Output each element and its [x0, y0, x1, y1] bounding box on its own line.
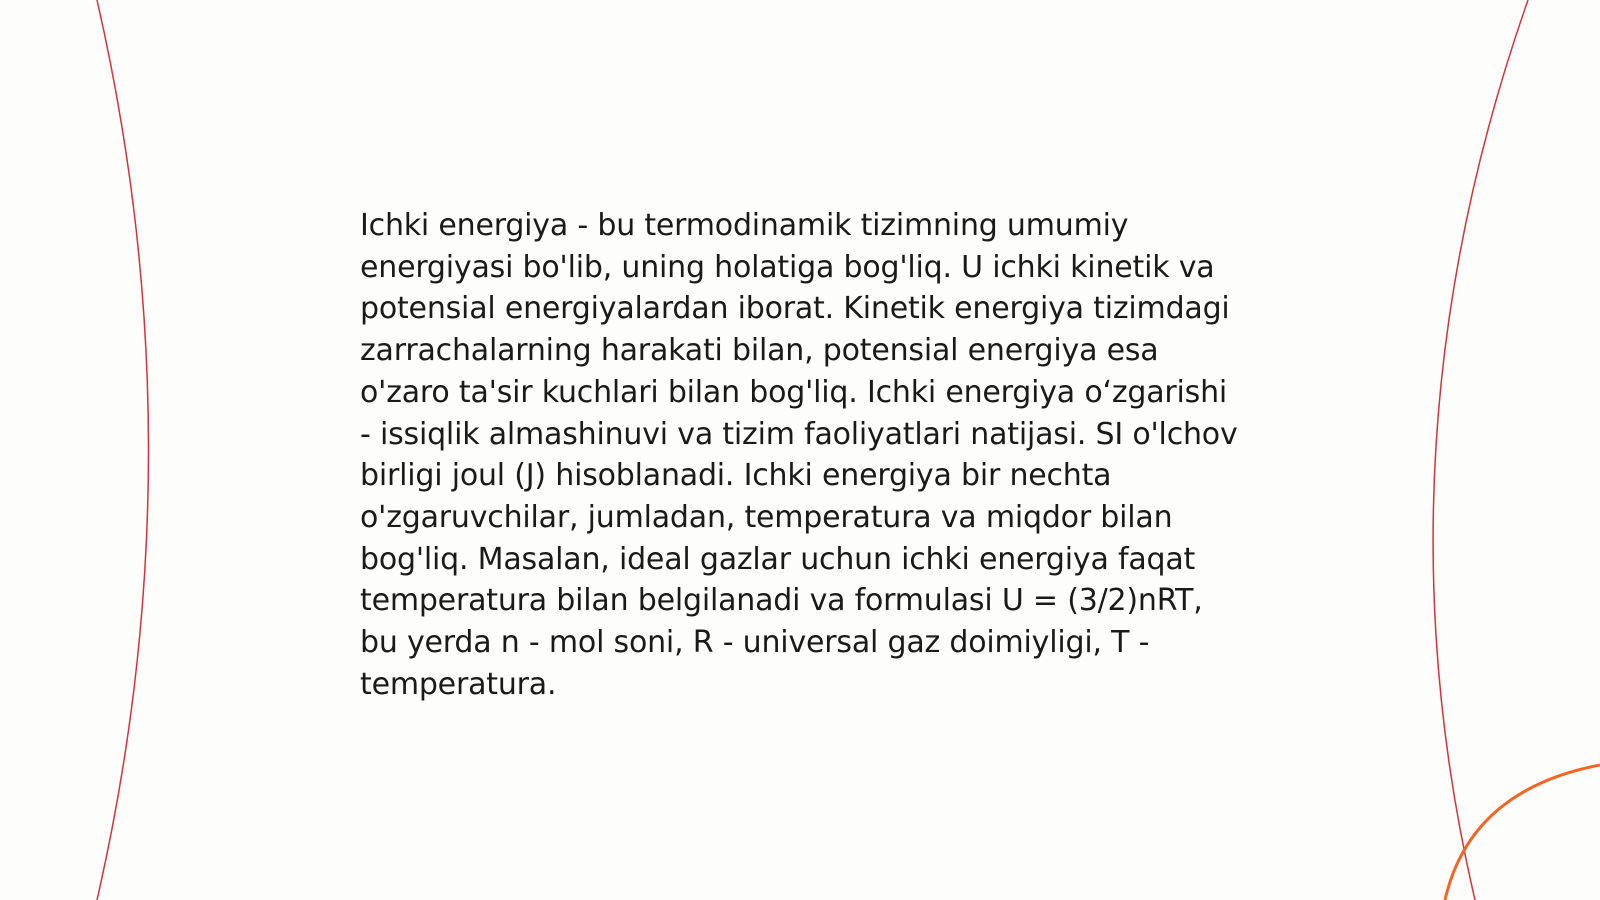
body-text: Ichki energiya - bu termodinamik tizimning umumiy energiyasi bo'lib, uning holatiga bog'liq. U ichki kinetik va potensial energiyalardan iborat. Kinetik energiya tizimdagi zarrachalarning harakati bilan, potensial energiya esa o'zaro ta'sir kuchlari bilan bog'liq. Ichki energiya o‘zgarishi - issiqlik almashinuvi va tizim faoliyatlari natijasi. SI o'lchov birligi joul (J) hisoblanadi. Ichki energiya bir nechta o'zgaruvchilar, jumladan, temperatura va miqdor bilan bog'liq. Masalan, ideal gazlar uchun ichki energiya faqat temperatura bilan belgilanadi va formulasi U = (3/2)nRT, bu yerda n - mol soni, R - universal gaz doimiyligi, T - temperatura.	[360, 208, 1238, 702]
right-curve	[1433, 0, 1528, 900]
bottom-right-arc	[1445, 765, 1600, 900]
left-curve	[97, 0, 149, 900]
